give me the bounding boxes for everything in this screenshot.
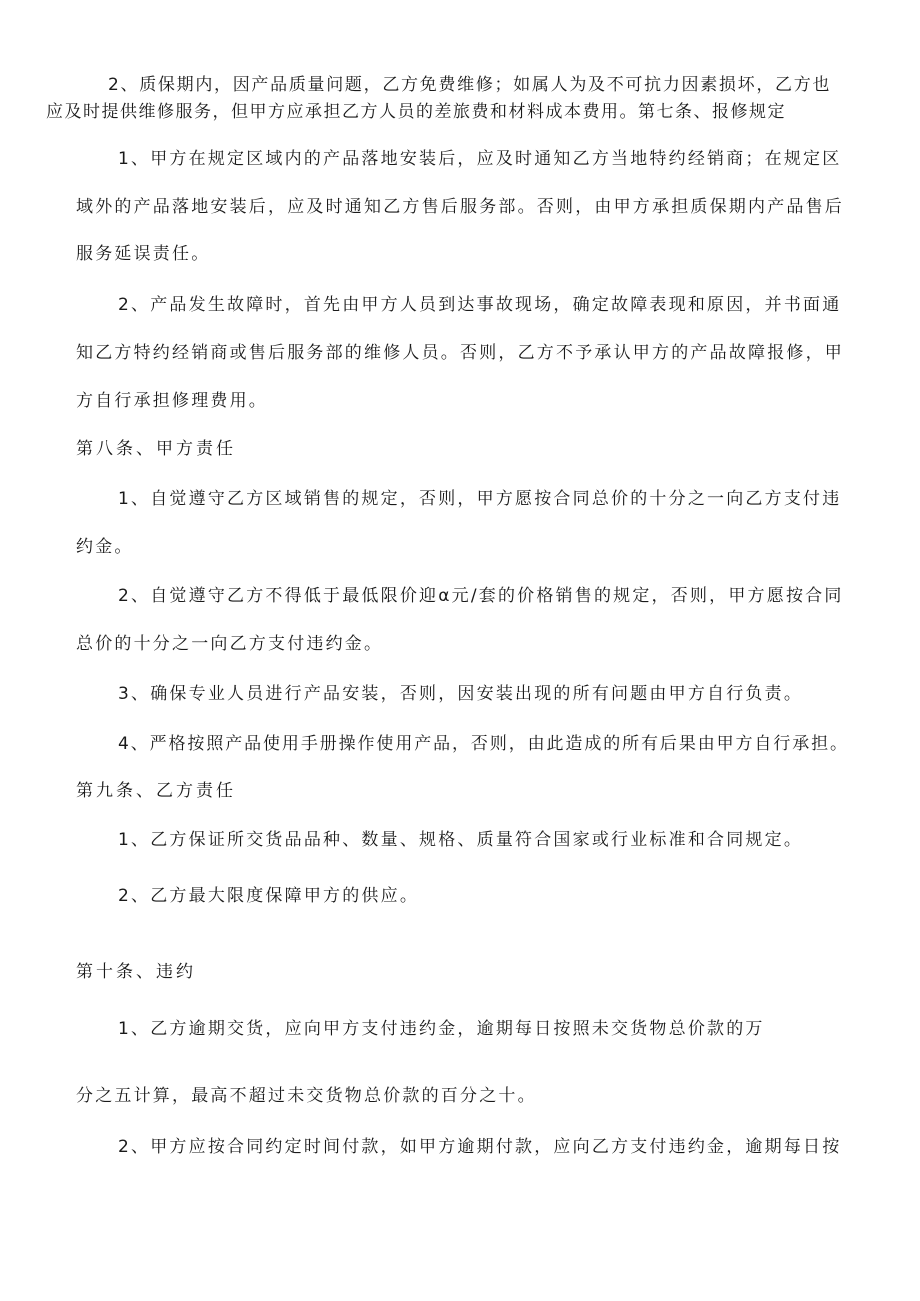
paragraph-line: 2、乙方最大限度保障甲方的供应。: [118, 886, 420, 906]
paragraph-line: 应及时提供维修服务，但甲方应承担乙方人员的差旅费和材料成本费用。第七条、报修规定: [46, 102, 786, 122]
section-heading-9: 第九条、乙方责任: [76, 781, 236, 801]
paragraph-line: 知乙方特约经销商或售后服务部的维修人员。否则，乙方不予承认甲方的产品故障报修，甲: [76, 343, 844, 363]
paragraph-line: 2、自觉遵守乙方不得低于最低限价迎α元/套的价格销售的规定，否则，甲方愿按合同: [118, 586, 844, 606]
paragraph-line: 2、产品发生故障时，首先由甲方人员到达事故现场，确定故障表现和原因，并书面通: [118, 295, 842, 315]
paragraph-line: 方自行承担修理费用。: [76, 391, 268, 411]
paragraph-line: 1、甲方在规定区域内的产品落地安装后，应及时通知乙方当地特约经销商；在规定区: [118, 149, 842, 169]
section-heading-8: 第八条、甲方责任: [76, 439, 236, 459]
paragraph-line: 1、乙方逾期交货，应向甲方支付违约金，逾期每日按照未交货物总价款的万: [118, 1019, 765, 1039]
paragraph-line: 1、自觉遵守乙方区域销售的规定，否则，甲方愿按合同总价的十分之一向乙方支付违: [118, 489, 842, 509]
paragraph-line: 4、严格按照产品使用手册操作使用产品，否则，由此造成的所有后果由甲方自行承担。: [118, 734, 849, 754]
section-heading-10: 第十条、违约: [76, 962, 196, 982]
paragraph-line: 服务延误责任。: [76, 244, 211, 264]
paragraph-line: 2、甲方应按合同约定时间付款，如甲方逾期付款，应向乙方支付违约金，逾期每日按: [118, 1137, 842, 1157]
paragraph-line: 域外的产品落地安装后，应及时通知乙方售后服务部。否则，由甲方承担质保期内产品售后: [76, 197, 844, 217]
paragraph-line: 1、乙方保证所交货品品种、数量、规格、质量符合国家或行业标准和合同规定。: [118, 830, 804, 850]
paragraph-line: 约金。: [76, 537, 134, 557]
paragraph-line: 3、确保专业人员进行产品安装，否则，因安装出现的所有问题由甲方自行负责。: [118, 684, 804, 704]
paragraph-line: 总价的十分之一向乙方支付违约金。: [76, 634, 384, 654]
paragraph-line: 2、质保期内，因产品质量问题，乙方免费维修；如属人为及不可抗力因素损坏，乙方也: [108, 75, 832, 95]
paragraph-line: 分之五计算，最高不超过未交货物总价款的百分之十。: [76, 1086, 537, 1106]
